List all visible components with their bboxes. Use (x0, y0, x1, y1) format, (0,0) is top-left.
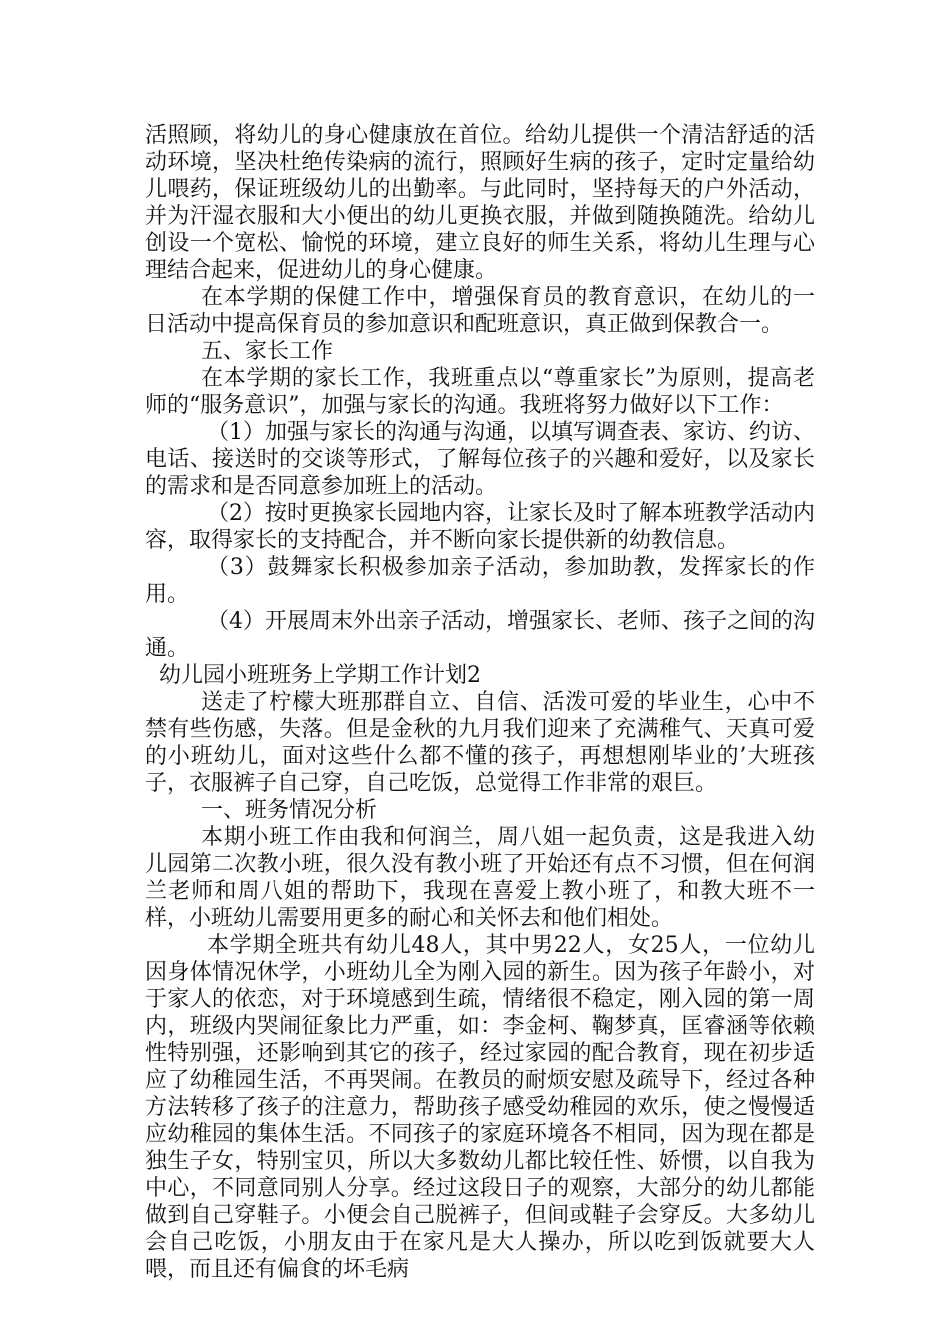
list-item-parent-activities: （3）鼓舞家长积极参加亲子活动，参加助教，发挥家长的作用。 (145, 555, 815, 607)
paragraph-nursing-work: 在本学期的保健工作中，增强保育员的教育意识，在幼儿的一日活动中提高保育员的参加意识和配班意识，真正做到保教合一。 (145, 285, 815, 337)
paragraph-staffing: 本期小班工作由我和何润兰，周八姐一起负责，这是我进入幼儿园第二次教小班，很久没有教小班了开始还有点不习惯，但在何润兰老师和周八姐的帮助下，我现在喜爱上教小班了，和教大班不一样，小班幼儿需要用更多的耐心和关怀去和他们相处。 (145, 825, 815, 931)
document-page (145, 122, 815, 1283)
paragraph-class-situation: 本学期全班共有幼儿48人，其中男22人，女25人，一位幼儿因身体情况休学，小班幼儿全为刚入园的新生。因为孩子年龄小，对于家人的依恋，对于环境感到生疏，情绪很不稳定，刚入园的第一周内，班级内哭闹征象比力严重，如：李金柯、鞠梦真，匡睿涵等依赖性特别强，还影响到其它的孩子，经过家园的配合教育，现在初步适应了幼稚园生活，不再哭闹。在教员的耐烦安慰及疏导下，经过各种方法转移了孩子的注意力，帮助孩子感受幼稚园的欢乐，使之慢慢适应幼稚园的集体生活。不同孩子的家庭环境各不相同，因为现在都是独生子女，特别宝贝，所以大多数幼儿都比较任性、娇惯，以自我为中心，不同意同别人分享。经过这段日子的观察，大部分的幼儿都能做到自己穿鞋子。小便会自己脱裤子，但间或鞋子会穿反。大多幼儿会自己吃饭，小朋友由于在家凡是大人操办，所以吃到饭就要大人喂，而且还有偏食的坏毛病 (145, 933, 815, 1282)
paragraph-health-care: 活照顾，将幼儿的身心健康放在首位。给幼儿提供一个清洁舒适的活动环境，坚决杜绝传染病的流行，照顾好生病的孩子，定时定量给幼儿喂药，保证班级幼儿的出勤率。与此同时，坚持每天的户外活动，并为汗湿衣服和大小便出的幼儿更换衣服，并做到随换随洗。给幼儿创设一个宽松、愉悦的环境，建立良好的师生关系，将幼儿生理与心理结合起来，促进幼儿的身心健康。 (145, 123, 815, 283)
document-subtitle: 幼儿园小班班务上学期工作计划2 (159, 663, 481, 688)
section-heading-class-analysis: 一、班务情况分析 (201, 798, 378, 823)
list-item-weekend-activities: （4）开展周末外出亲子活动，增强家长、老师、孩子之间的沟通。 (145, 609, 815, 661)
paragraph-parent-work-intro: 在本学期的家长工作，我班重点以“尊重家长”为原则，提高老师的“服务意识”，加强与家长的沟通。我班将努力做好以下工作： (145, 366, 815, 418)
paragraph-farewell: 送走了柠檬大班那群自立、自信、活泼可爱的毕业生，心中不禁有些伤感，失落。但是金秋的九月我们迎来了充满稚气、天真可爱的小班幼儿，面对这些什么都不懂的孩子，再想想刚毕业的’大班孩子，衣服裤子自己穿，自己吃饭，总觉得工作非常的艰巨。 (145, 690, 815, 796)
list-item-communication: （1）加强与家长的沟通与沟通，以填写调查表、家访、约访、电话、接送时的交谈等形式，了解每位孩子的兴趣和爱好，以及家长的需求和是否同意参加班上的活动。 (145, 420, 815, 499)
list-item-parent-garden: （2）按时更换家长园地内容，让家长及时了解本班教学活动内容，取得家长的支持配合，并不断向家长提供新的幼教信息。 (145, 501, 815, 553)
section-heading-parent-work: 五、家长工作 (201, 339, 334, 364)
